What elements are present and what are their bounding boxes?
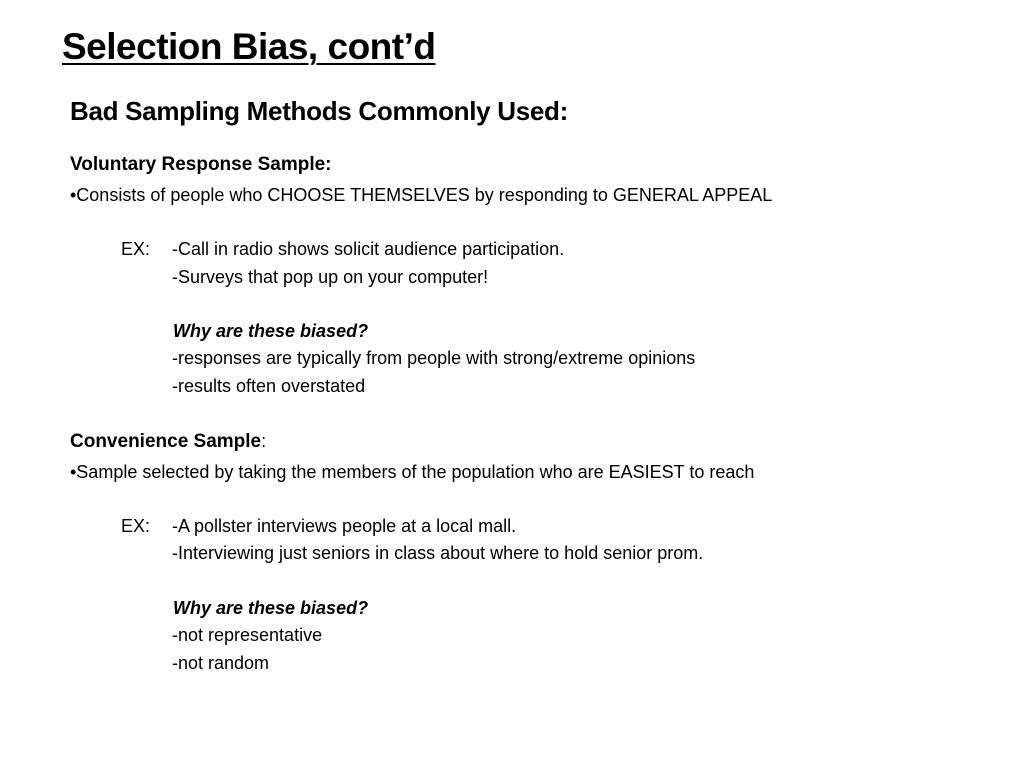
- convenience-bullet: •Sample selected by taking the members of the population who are EASIEST to reach: [70, 462, 755, 482]
- voluntary-ex-label: EX:: [121, 239, 151, 259]
- convenience-heading-colon: :: [261, 431, 267, 451]
- voluntary-bullet: •Consists of people who CHOOSE THEMSELVES by responding to GENERAL APPEAL: [70, 185, 773, 205]
- voluntary-example-1: -Call in radio shows solicit audience participation.: [172, 239, 565, 259]
- convenience-question: Why are these biased?: [173, 598, 369, 618]
- convenience-example-1: -A pollster interviews people at a local mall.: [172, 516, 517, 536]
- convenience-answer-1: -not representative: [172, 625, 323, 645]
- slide-subtitle: Bad Sampling Methods Commonly Used:: [70, 96, 568, 126]
- convenience-example-2: -Interviewing just seniors in class about where to hold senior prom.: [172, 543, 704, 563]
- convenience-heading: Convenience Sample: [70, 431, 262, 452]
- voluntary-heading: Voluntary Response Sample:: [70, 154, 332, 175]
- voluntary-example-2: -Surveys that pop up on your computer!: [172, 267, 489, 287]
- convenience-answer-2: -not random: [172, 653, 270, 673]
- convenience-ex-label: EX:: [121, 516, 151, 536]
- voluntary-answer-2: -results often overstated: [172, 376, 366, 396]
- voluntary-question: Why are these biased?: [173, 321, 369, 341]
- slide-title: Selection Bias, cont’d: [62, 26, 436, 67]
- convenience-heading-line: [70, 430, 266, 453]
- voluntary-answer-1: -responses are typically from people with strong/extreme opinions: [172, 348, 696, 368]
